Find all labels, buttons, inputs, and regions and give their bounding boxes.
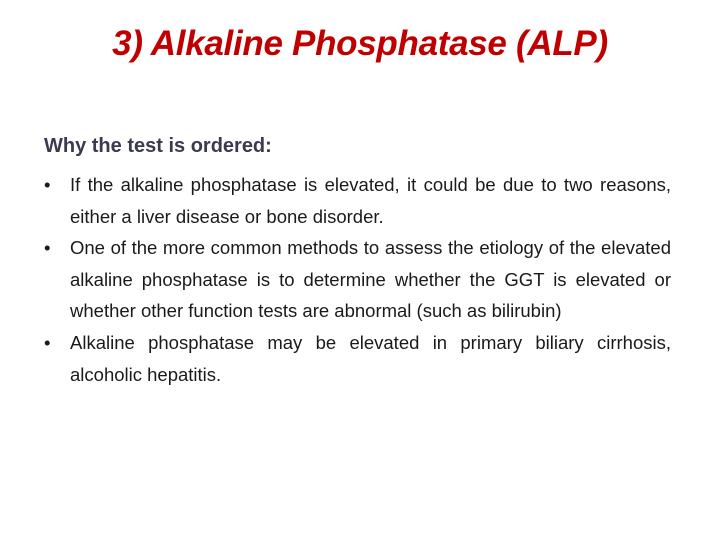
section-subheading: Why the test is ordered: <box>44 135 272 157</box>
bullet-text: If the alkaline phosphatase is elevated, it could be due to two reasons, either a liver disease or bone disorder. <box>70 174 671 227</box>
bullet-list <box>44 169 671 390</box>
bullet-item-assessment-method <box>44 232 671 327</box>
bullet-icon: • <box>44 237 51 259</box>
bullet-text: Alkaline phosphatase may be elevated in primary biliary cirrhosis, alcoholic hepatitis. <box>70 331 671 385</box>
bullet-item-elevated-causes <box>44 169 671 232</box>
bullet-icon: • <box>44 174 51 195</box>
slide-title: 3) Alkaline Phosphatase (ALP) <box>112 24 608 63</box>
bullet-icon: • <box>44 331 51 353</box>
bullet-item-conditions <box>44 327 671 390</box>
bullet-text: One of the more common methods to assess the etiology of the elevated alkaline phosphatase is to determine whether the GGT is elevated or whether other function tests are abnormal (such as bilirubin) <box>70 237 671 322</box>
